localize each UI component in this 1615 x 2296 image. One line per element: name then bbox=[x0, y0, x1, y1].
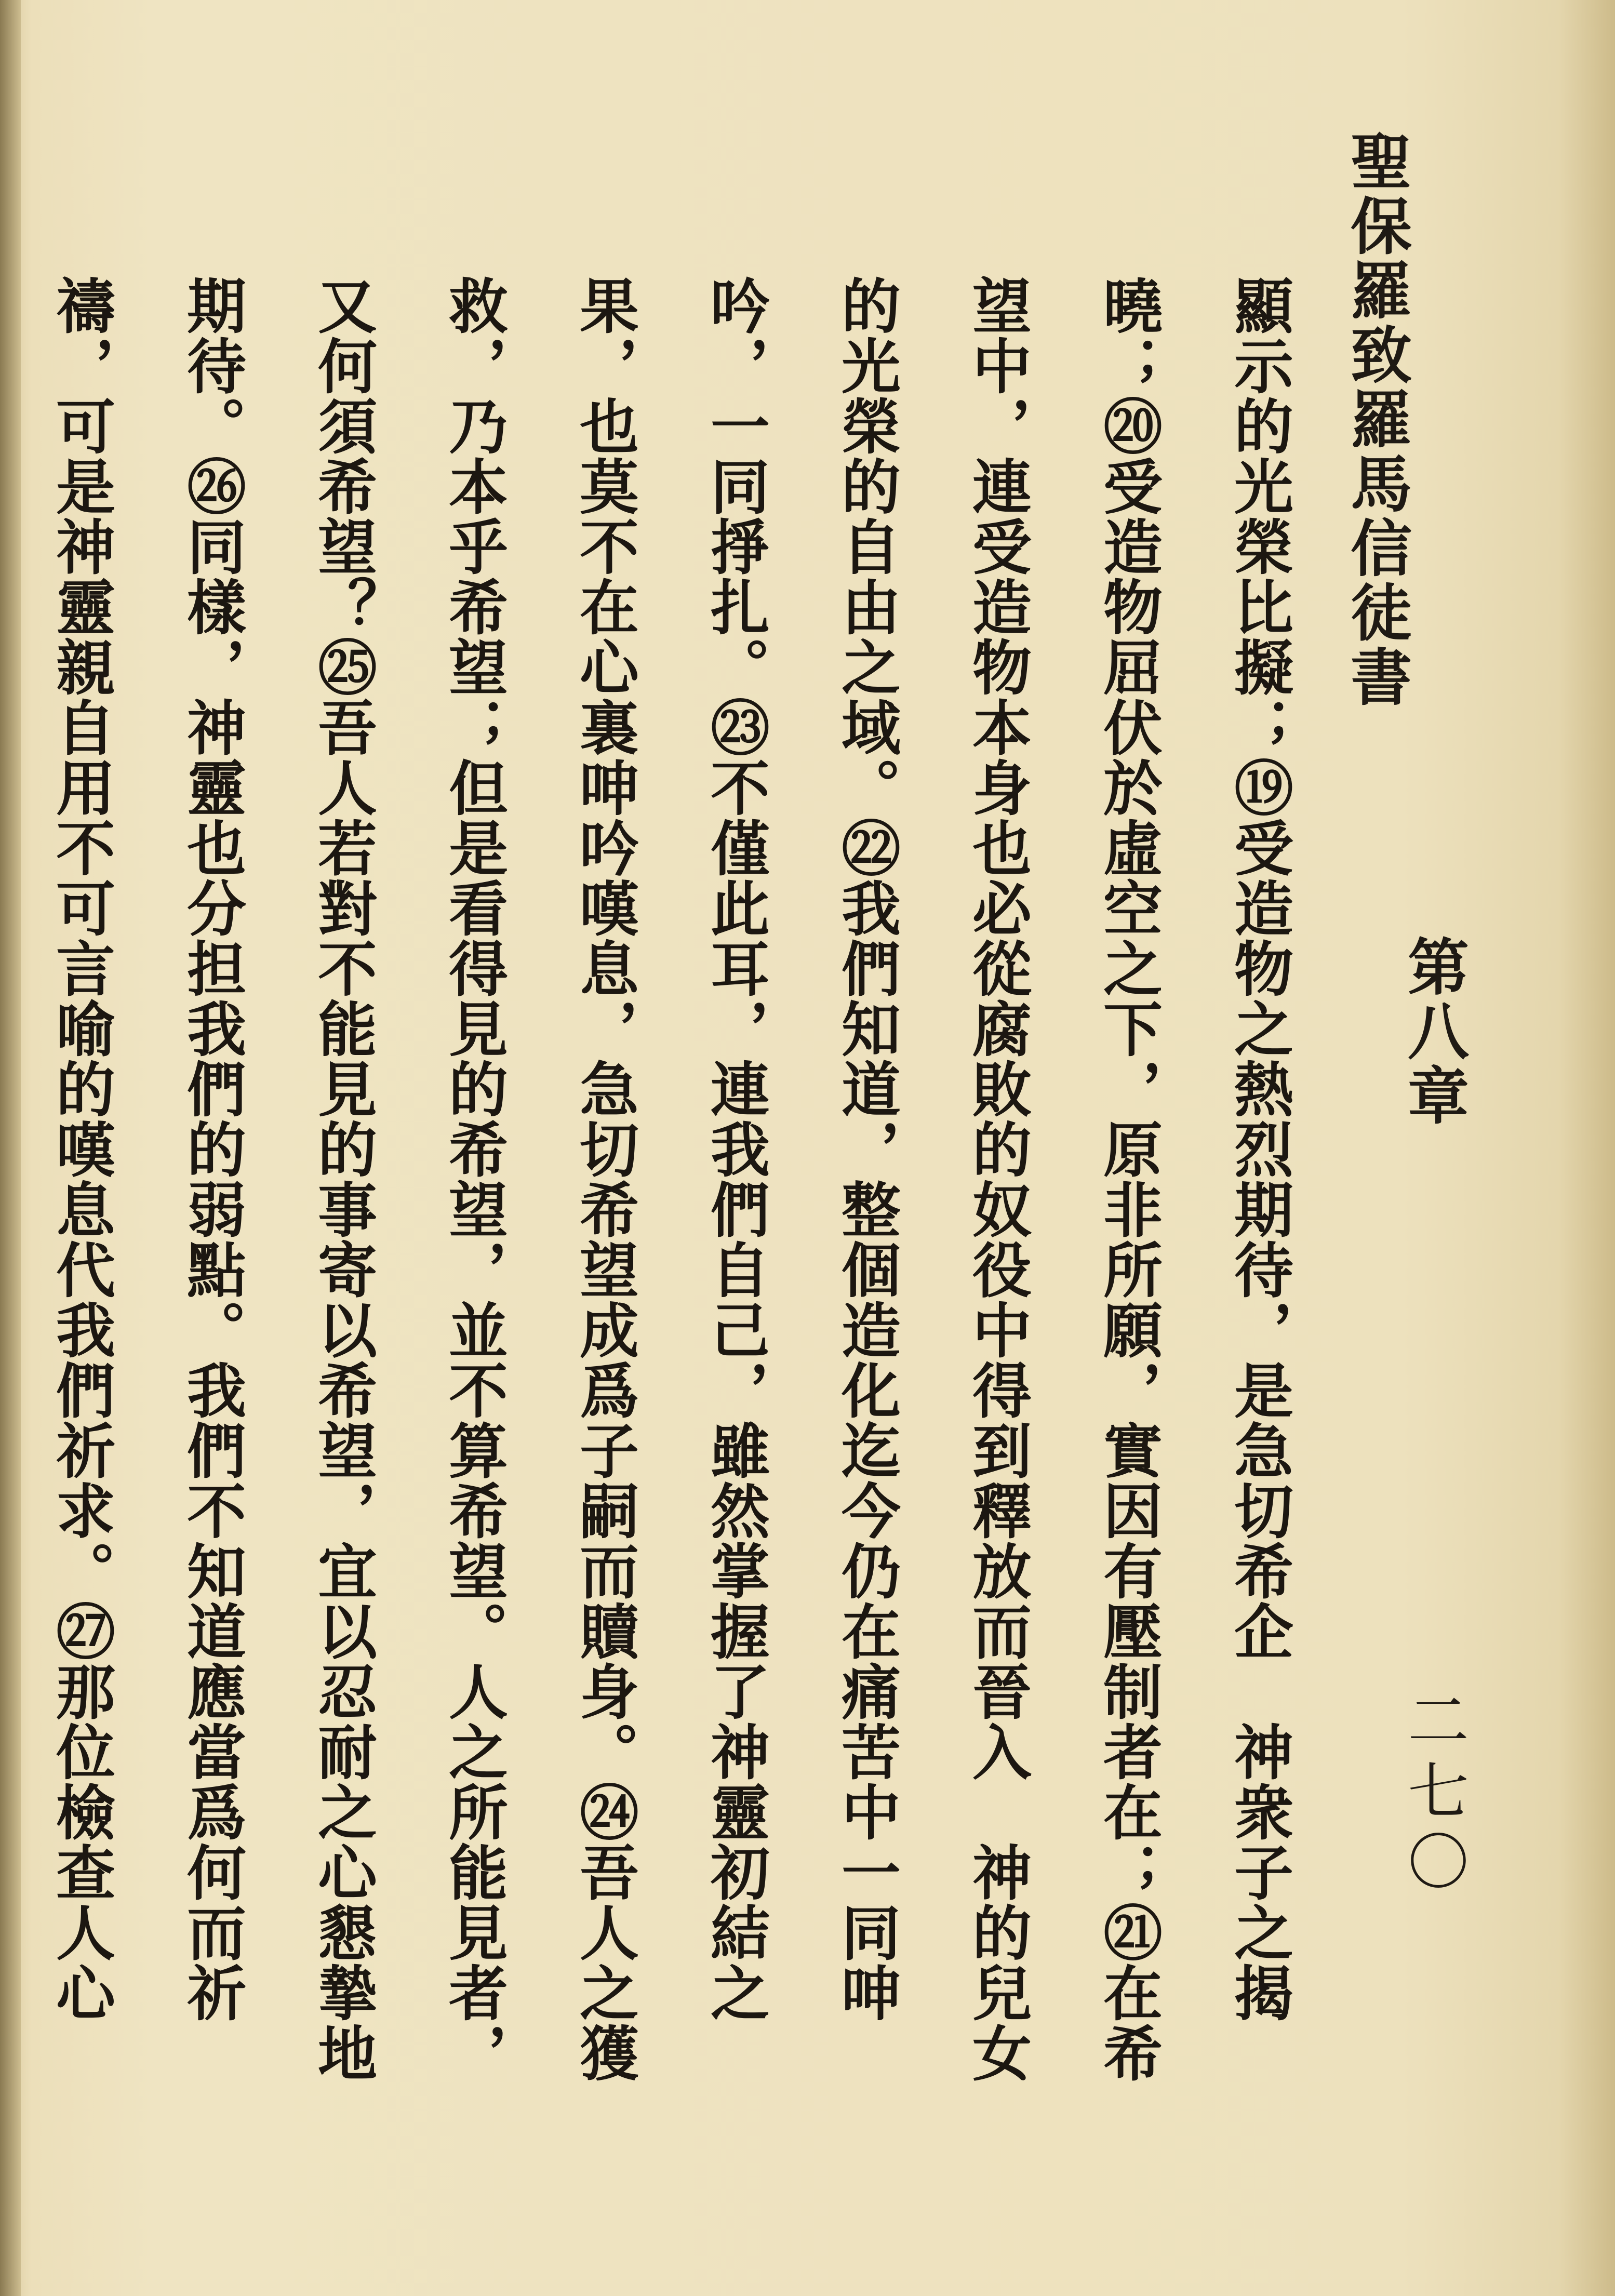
scripture-text bbox=[46, 275, 1325, 2125]
text-opening: 顯示的光榮比擬；⑲受造物之熱烈期待，是急切希企 bbox=[1224, 275, 1294, 1721]
page-number: 二七〇 bbox=[1397, 1688, 1469, 1900]
chapter-heading: 第八章 bbox=[1397, 935, 1470, 1128]
text-body: 神衆子之揭曉；⑳受造物屈伏於虛空之下，原非所願，實因有壓制者在；㉑在希望中，連受造物本身也必從腐敗的奴役中得到釋放而晉入 神的兒女的光榮的自由之域。㉒我們知道，整個造化迄今仍在痛苦中一同呻吟，一同掙扎。㉓不僅此耳，連我們自己，雖然掌握了神靈初結之果，也莫不在心裏呻吟嘆息，急切希望成爲子嗣而贖身。㉔吾人之獲救，乃本乎希望；但是看得見的希望，並不算希望。人之所能見者，又何須希望？㉕吾人若對不能見的事寄以希望，宜以忍耐之心懇摯地期待。㉖同樣，神靈也分担我們的弱點。我們不知道應當爲何而祈禱，可是神靈親自用不可言喻的嘆息代我們祈求。㉗那位檢查人心 bbox=[46, 275, 1294, 2083]
book-title: 聖保羅致羅馬信徒書 bbox=[1340, 130, 1412, 710]
